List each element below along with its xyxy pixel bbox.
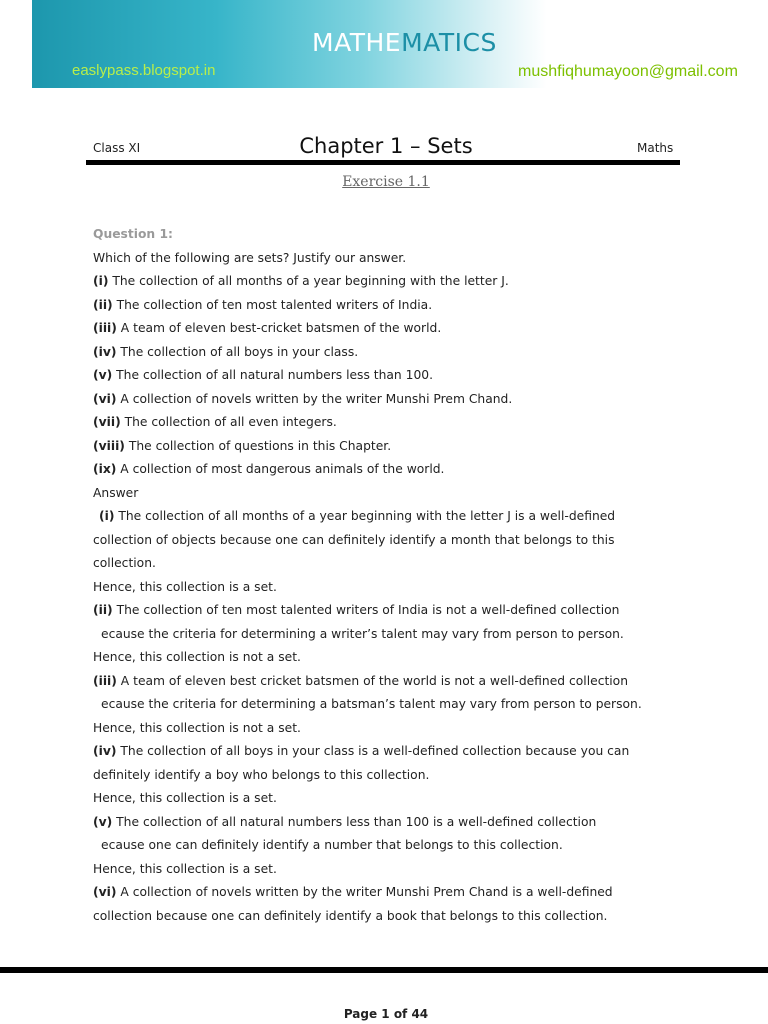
answer-line: ecause one can definitely identify a number that belongs to this collection. [101,838,563,852]
answer-line: (ii) The collection of ten most talented writers of India is not a well-defined collection [93,603,620,617]
answer-line: collection. [93,556,156,570]
answer-line: (iv) The collection of all boys in your class is a well-defined collection because you can [93,744,630,758]
question-item: (iii) A team of eleven best-cricket batsmen of the world. [93,321,442,335]
banner-title: MATHEMATICS [312,28,497,57]
answer-label: Answer [93,485,139,500]
subject-label: Maths [637,141,674,155]
question-item: (ix) A collection of most dangerous animals of the world. [93,462,445,476]
page-number: Page 1 of 44 [343,1007,429,1021]
answer-line: ecause the criteria for determining a writer’s talent may vary from person to person. [101,626,624,641]
answer-line: definitely identify a boy who belongs to this collection. [93,767,430,782]
class-label: Class XI [93,141,141,155]
header-banner [32,0,767,88]
document-body [93,223,693,928]
question-item: (ii) The collection of ten most talented writers of India. [93,297,433,312]
question-item: (iv) The collection of all boys in your class. [93,344,359,359]
page-title: Chapter 1 – Sets [299,134,473,158]
question-prompt: Which of the following are sets? Justify our answer. [93,250,407,265]
header-divider [86,160,680,165]
banner-email: mushfiqhumayoon@gmail.com [518,63,738,80]
answer-conclusion: Hence, this collection is not a set. [93,650,301,664]
answer-line: (v) The collection of all natural numbers less than 100 is a well-defined collection [93,814,597,829]
question-item: (i) The collection of all months of a year beginning with the letter J. [93,274,509,288]
answer-line: ecause the criteria for determining a batsman’s talent may vary from person to person. [101,697,642,711]
answer-conclusion: Hence, this collection is a set. [93,579,277,594]
banner-site: easlypass.blogspot.in [72,62,216,79]
footer-divider [0,967,768,973]
question-heading: Question 1: [93,227,173,241]
answer-line: (vi) A collection of novels written by the writer Munshi Prem Chand is a well-defined [93,885,613,899]
answer-conclusion: Hence, this collection is a set. [93,861,277,876]
exercise-title: Exercise 1.1 [342,174,430,190]
question-item: (vi) A collection of novels written by the writer Munshi Prem Chand. [93,391,513,406]
answer-conclusion: Hence, this collection is a set. [93,791,277,805]
question-item: (v) The collection of all natural numbers less than 100. [93,368,434,382]
answer-conclusion: Hence, this collection is not a set. [93,720,301,735]
question-item: (vii) The collection of all even integers. [93,415,337,429]
answer-line: (iii) A team of eleven best cricket batsmen of the world is not a well-defined collection [93,673,629,688]
answer-line: collection of objects because one can definitely identify a month that belongs to this [93,532,615,547]
answer-line: collection because one can definitely identify a book that belongs to this collection. [93,908,608,923]
answer-line: (i) The collection of all months of a year beginning with the letter J is a well-defined [99,509,616,523]
question-item: (viii) The collection of questions in this Chapter. [93,438,392,453]
